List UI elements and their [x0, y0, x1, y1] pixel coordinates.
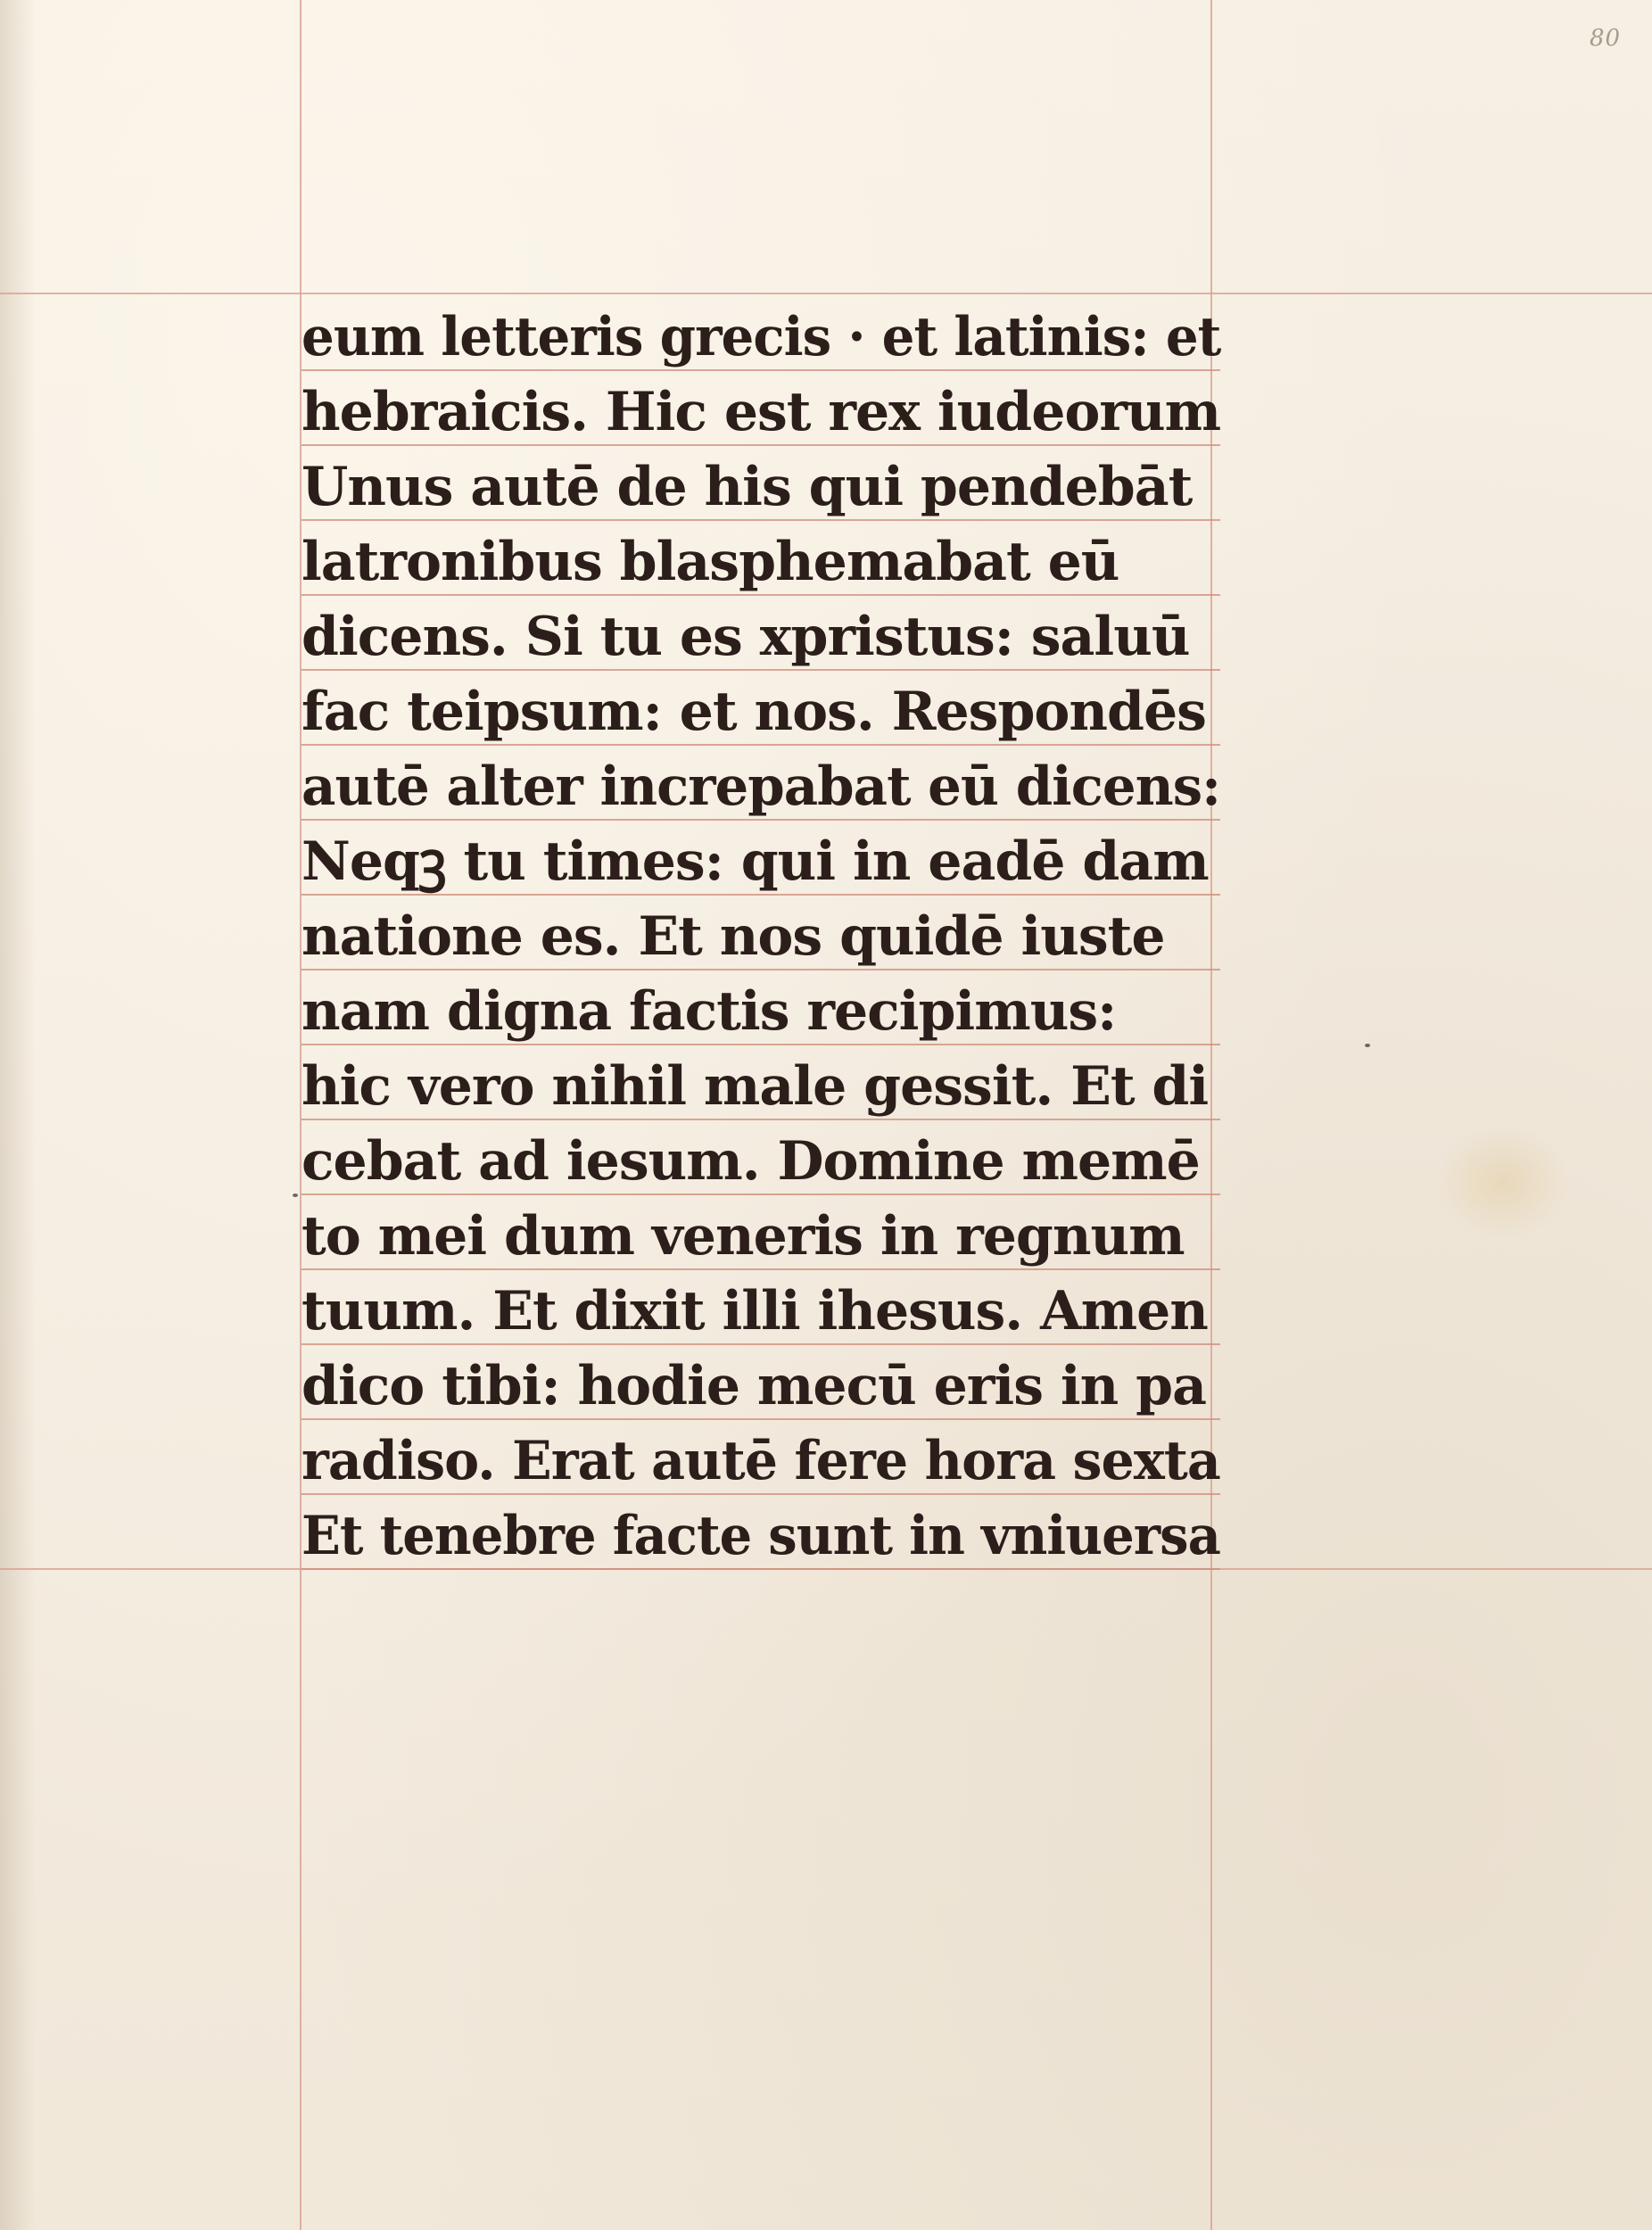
line-text: Et tenebre facte sunt in vniuersa	[301, 1505, 1220, 1567]
text-line	[301, 519, 1220, 596]
text-line	[301, 444, 1220, 521]
line-text: tuum. Et dixit illi ihesus. Amen	[301, 1280, 1208, 1342]
text-line	[301, 669, 1220, 746]
foxing-stain	[1436, 1124, 1570, 1240]
line-text: Neqꝫ tu times: qui in eadē dam	[301, 830, 1209, 893]
line-text: cebat ad iesum. Domine memē	[301, 1130, 1200, 1193]
text-line	[301, 594, 1220, 671]
text-line	[301, 1418, 1220, 1495]
line-text: radiso. Erat autē fere hora sexta	[301, 1430, 1220, 1492]
text-line	[301, 294, 1220, 371]
text-line	[301, 969, 1220, 1045]
ink-speck	[1365, 1044, 1370, 1047]
line-text: nam digna factis recipimus:	[301, 980, 1117, 1043]
line-text: eum letteris grecis · et latinis: et	[301, 306, 1221, 368]
text-line	[301, 1268, 1220, 1345]
line-text: hebraicis. Hic est rex iudeorum	[301, 381, 1221, 443]
text-line	[301, 744, 1220, 821]
folio-number: 80	[1590, 25, 1622, 52]
line-text: latronibus blasphemabat eū	[301, 531, 1119, 593]
text-line	[301, 1119, 1220, 1195]
line-text: Unus autē de his qui pendebāt	[301, 456, 1193, 518]
line-text: fac teipsum: et nos. Respondēs	[301, 681, 1206, 743]
text-line	[301, 819, 1220, 896]
text-line	[301, 894, 1220, 970]
text-line	[301, 1343, 1220, 1420]
gutter-shadow	[0, 0, 36, 2230]
ink-speck	[293, 1193, 298, 1197]
line-text: dicens. Si tu es xpristus: saluū	[301, 606, 1190, 668]
text-line	[301, 1493, 1220, 1570]
line-text: hic vero nihil male gessit. Et di	[301, 1055, 1209, 1118]
text-line	[301, 369, 1220, 446]
line-text: to mei dum veneris in regnum	[301, 1205, 1185, 1268]
line-text: natione es. Et nos quidē iuste	[301, 905, 1165, 968]
text-line	[301, 1193, 1220, 1270]
text-block	[301, 294, 1221, 1567]
line-text: autē alter increpabat eū dicens:	[301, 756, 1221, 818]
line-text: dico tibi: hodie mecū eris in pa	[301, 1355, 1207, 1417]
text-line	[301, 1044, 1220, 1120]
